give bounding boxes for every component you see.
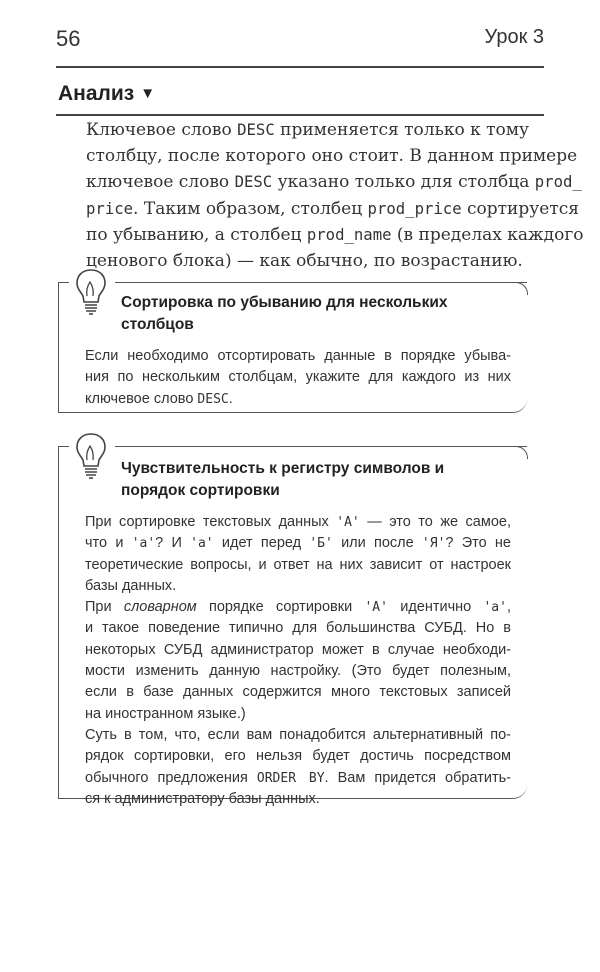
lightbulb-icon	[73, 266, 109, 316]
text-run: обычного предложения	[85, 769, 257, 786]
tip-body-line	[85, 661, 511, 682]
text-run: . Вам придется обратить-	[324, 769, 511, 786]
code-char: 'a'	[190, 536, 214, 552]
text-run: сортируется	[461, 198, 579, 219]
text-run: столбцу, после которого оно стоит. В данном примере	[86, 145, 578, 166]
tip-body-line	[85, 618, 511, 639]
text-run: Если необходимо отсортировать данные в порядке убыва-	[85, 348, 511, 364]
text-run: идентично	[387, 599, 484, 616]
section-heading	[58, 82, 155, 106]
text-run: порядке сортировки	[196, 599, 365, 616]
paragraph-line	[86, 222, 584, 249]
code-identifier: prod_name	[306, 225, 392, 244]
text-run: теоретические вопросы, и ответ на них зависит от настроек	[85, 556, 511, 573]
text-run: Ключевое слово	[86, 120, 238, 140]
tip-body-line	[85, 389, 511, 410]
text-run: ценового блока) — как обычно, по возрастанию.	[86, 250, 523, 271]
section-heading-text: Анализ	[58, 82, 135, 105]
tip-body-line	[85, 533, 511, 554]
tip-body-line	[85, 768, 511, 789]
code-identifier: prod_	[534, 172, 582, 191]
running-title: Урок 3	[484, 26, 544, 48]
tip-body-line	[85, 789, 511, 810]
paragraph-line	[86, 144, 578, 170]
text-run: по убыванию, а столбец	[86, 225, 307, 245]
tip-title	[121, 292, 501, 336]
text-run: или после	[332, 535, 422, 552]
code-char: 'A'	[364, 600, 388, 616]
lightbulb-icon	[73, 430, 109, 480]
code-keyword: DESC	[237, 120, 275, 139]
analysis-paragraph	[86, 117, 584, 274]
tip-box-border	[115, 282, 527, 283]
code-identifier: prod_price	[367, 198, 462, 218]
code-char: 'Б'	[309, 536, 333, 552]
text-run: ,	[506, 599, 511, 616]
paragraph-line	[86, 196, 579, 223]
text-run: ния по нескольким столбцам, укажите для каждого из них	[85, 369, 511, 386]
text-run: некоторых СУБД администратор может в случае необходи-	[85, 641, 511, 658]
code-keyword: DESC	[234, 172, 273, 191]
tip-body-line	[85, 346, 511, 367]
text-run: применяется только к тому	[274, 120, 529, 140]
paragraph-line	[86, 169, 582, 196]
text-run: что и	[85, 535, 132, 552]
text-run: . Таким образом, столбец	[133, 198, 368, 219]
tip-body-line	[85, 367, 511, 388]
code-char: 'Я'	[421, 536, 446, 552]
tip-box-corner	[515, 282, 528, 295]
text-run: ключевое слово	[85, 390, 198, 407]
tip-title	[121, 458, 501, 502]
tip-title-line: Чувствительность к регистру символов и	[121, 460, 445, 477]
text-run: .	[228, 390, 233, 407]
code-char: 'a'	[483, 600, 507, 616]
tip-body	[85, 512, 511, 810]
text-run: ключевое слово	[86, 172, 235, 192]
tip-box-descending-sort	[58, 282, 527, 413]
tip-body-line	[85, 576, 511, 597]
tip-title-line: Сортировка по убыванию для нескольких	[121, 294, 448, 311]
tip-title-line: порядок сортировки	[121, 482, 280, 499]
tip-body-line	[85, 597, 511, 618]
paragraph-line	[86, 117, 529, 144]
text-run: рядок сортировки, его нельзя будет достичь посредством	[85, 748, 511, 765]
tip-body-line	[85, 512, 511, 533]
tip-body-line	[85, 682, 511, 703]
tip-box-border	[115, 446, 527, 447]
text-run: ? И	[155, 535, 191, 552]
text-run: и такое поведение типично для большинства СУБД. Но в	[85, 620, 511, 637]
text-run: мости изменить данную настройку. (Это будет полезным,	[85, 663, 511, 680]
page-number: 56	[56, 26, 81, 51]
tip-body-line	[85, 746, 511, 767]
text-run: если в базе данных содержится много текстовых записей	[85, 684, 511, 701]
tip-body	[85, 346, 511, 410]
code-keyword: ORDER BY	[256, 770, 325, 786]
triangle-down-icon: ▼	[140, 85, 156, 102]
tip-body-line	[85, 725, 511, 746]
code-char: 'A'	[336, 515, 360, 530]
heading-rule	[56, 114, 544, 116]
text-run: указано только для столбца	[272, 172, 535, 192]
code-keyword: DESC	[197, 391, 229, 407]
text-run: базы данных.	[85, 577, 177, 594]
tip-body-line	[85, 555, 511, 576]
text-run: ? Это не	[445, 535, 511, 552]
tip-box-corner	[515, 446, 528, 459]
tip-box-case-sensitivity	[58, 446, 527, 807]
text-run: — это то же самое,	[359, 514, 511, 530]
text-run: идет перед	[213, 535, 310, 552]
text-run: на иностранном языке.)	[85, 705, 246, 722]
tip-title-line: столбцов	[121, 316, 194, 333]
code-char: 'a'	[131, 536, 156, 552]
text-run: (в пределах каждого	[391, 225, 584, 245]
emphasis-text: словарном	[123, 599, 197, 616]
text-run: При сортировке текстовых данных	[85, 514, 337, 530]
code-identifier: price	[86, 198, 134, 218]
tip-body-line	[85, 704, 511, 725]
header-rule	[56, 66, 544, 68]
text-run: ся к администратору базы данных.	[85, 790, 320, 807]
tip-body-line	[85, 640, 511, 661]
text-run: Суть в том, что, если вам понадобится альтернативный по-	[85, 726, 511, 743]
paragraph-line	[86, 249, 524, 275]
text-run: При	[85, 599, 124, 616]
